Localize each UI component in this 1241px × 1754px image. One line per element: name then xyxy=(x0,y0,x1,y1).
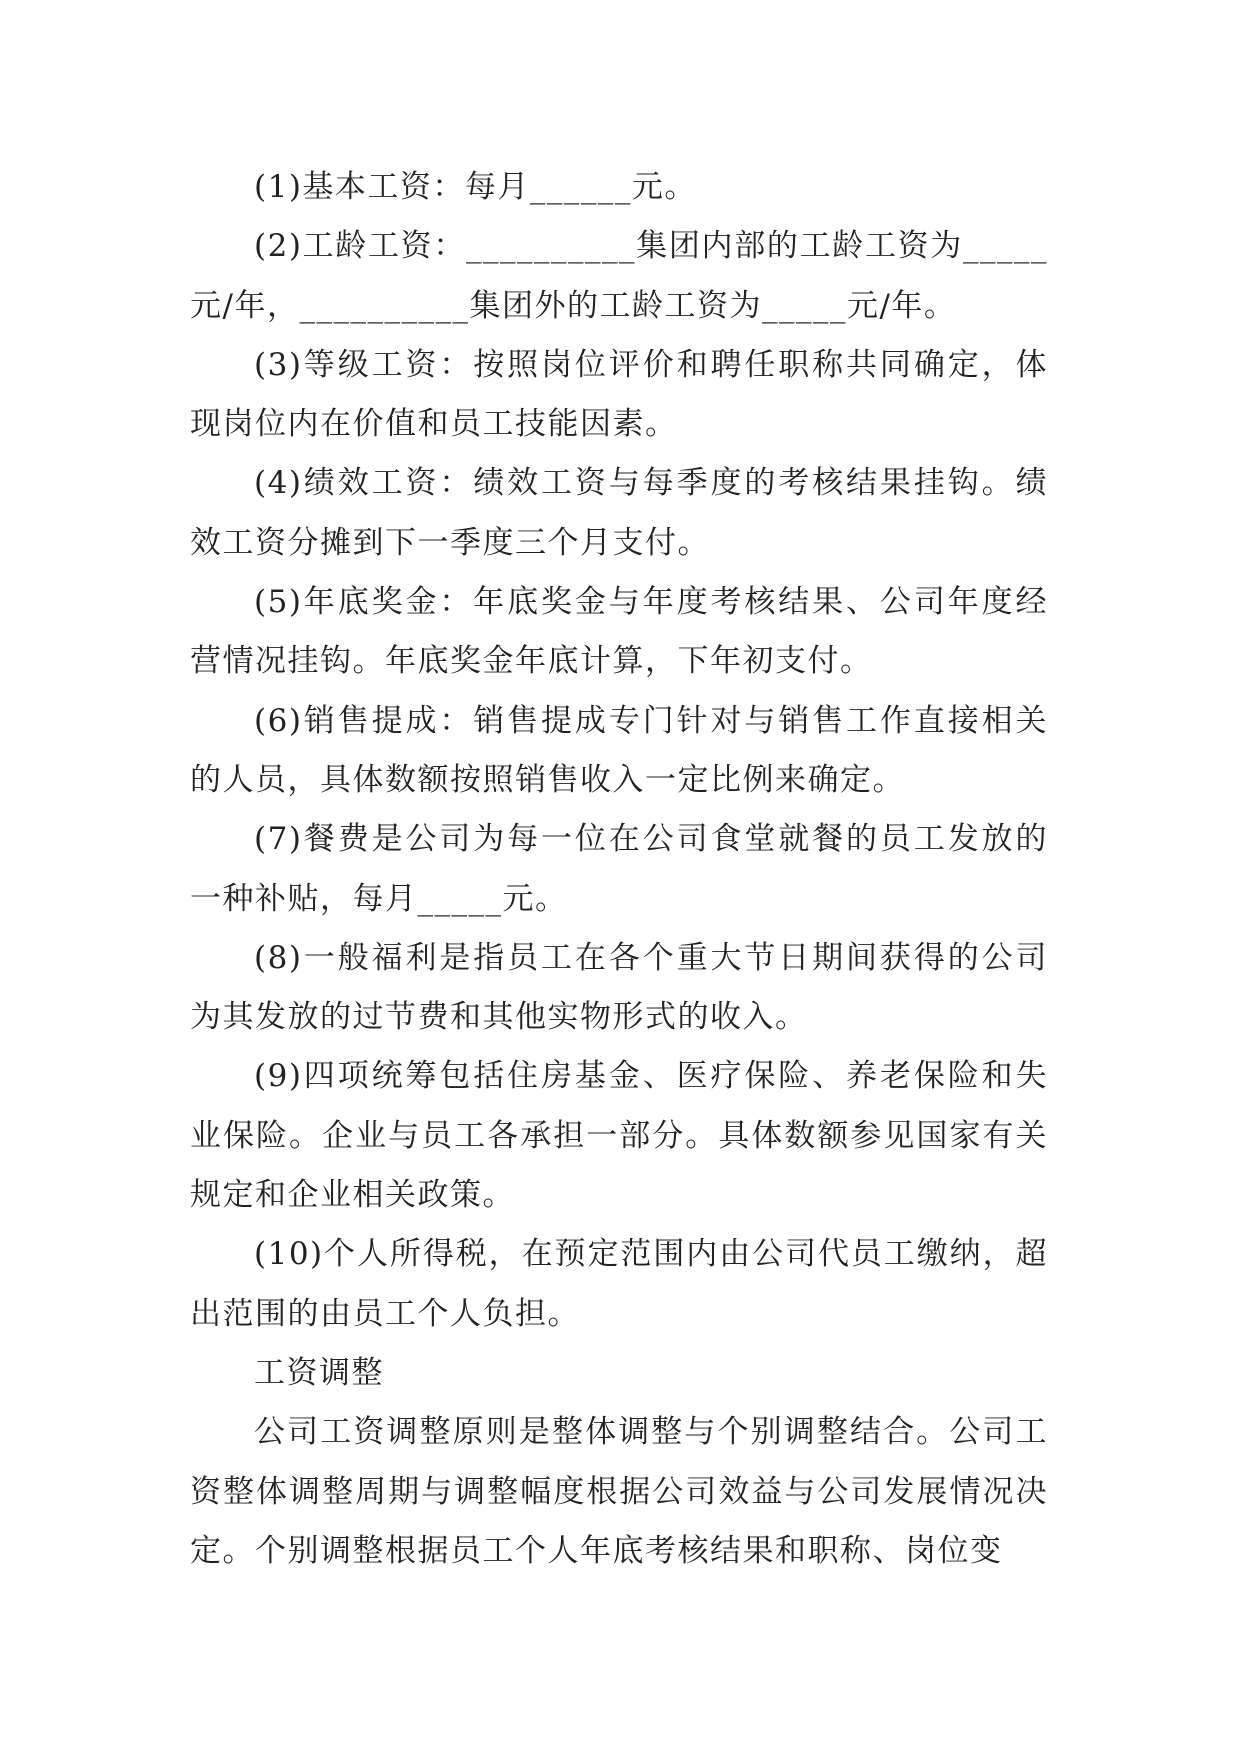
paragraph-sales-commission: (6)销售提成：销售提成专门针对与销售工作直接相关的人员，具体数额按照销售收入一定比例来确定。 xyxy=(190,702,1048,798)
paragraph-income-tax: (10)个人所得税，在预定范围内由公司代员工缴纳，超出范围的由员工个人负担。 xyxy=(190,1236,1048,1332)
paragraph-meal-allowance: (7)餐费是公司为每一位在公司食堂就餐的员工发放的一种补贴，每月_____元。 xyxy=(190,821,1048,917)
paragraph-salary-adjustment: 公司工资调整原则是整体调整与个别调整结合。公司工资整体调整周期与调整幅度根据公司效益与公司发展情况决定。个别调整根据员工个人年底考核结果和职称、岗位变 xyxy=(190,1414,1048,1569)
paragraph-grade-salary: (3)等级工资：按照岗位评价和聘任职称共同确定，体现岗位内在价值和员工技能因素。 xyxy=(190,346,1048,443)
paragraph-seniority-salary: (2)工龄工资：__________集团内部的工龄工资为_____元/年，__________集团外的工龄工资为_____元/年。 xyxy=(190,228,1048,324)
paragraph-social-insurance: (9)四项统筹包括住房基金、医疗保险、养老保险和失业保险。企业与员工各承担一部分。具体数额参见国家有关规定和企业相关政策。 xyxy=(190,1058,1048,1214)
paragraph-basic-salary: (1)基本工资：每月______元。 xyxy=(254,169,697,205)
paragraph-general-welfare: (8)一般福利是指员工在各个重大节日期间获得的公司为其发放的过节费和其他实物形式的收入。 xyxy=(190,939,1048,1036)
document-body xyxy=(190,158,1048,1581)
paragraph-performance-salary: (4)绩效工资：绩效工资与每季度的考核结果挂钩。绩效工资分摊到下一季度三个月支付。 xyxy=(190,465,1048,561)
paragraph-year-end-bonus: (5)年底奖金：年底奖金与年度考核结果、公司年度经营情况挂钩。年底奖金年底计算，下年初支付。 xyxy=(190,584,1048,680)
section-heading-salary-adjustment: 工资调整 xyxy=(254,1354,384,1391)
